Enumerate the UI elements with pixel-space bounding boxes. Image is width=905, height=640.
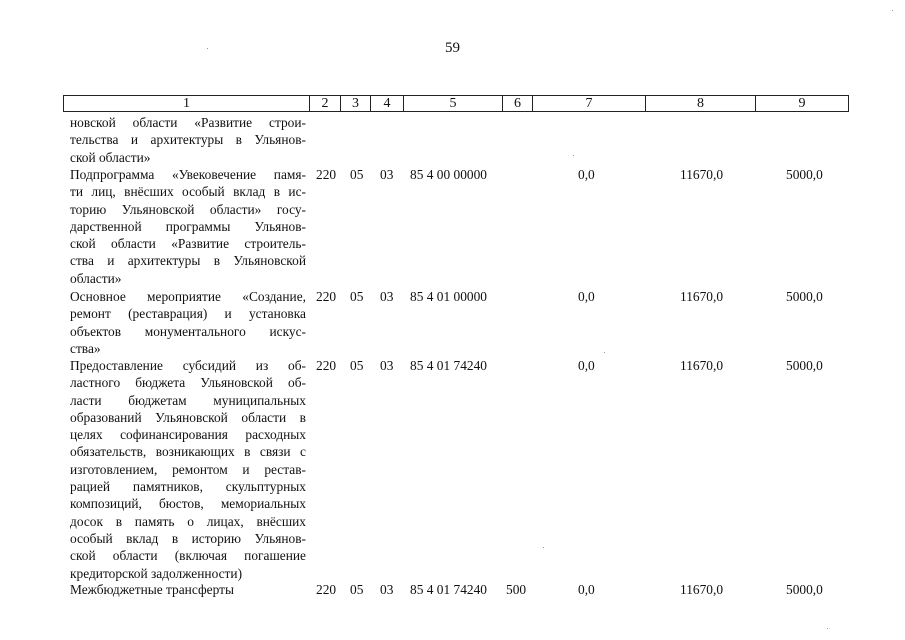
row-description: новской области «Развитие строи- тельства и архитектуры в Ульянов- ской области»	[70, 115, 306, 165]
header-col-6: 6	[503, 96, 533, 111]
cell-col-4: 03	[380, 358, 394, 373]
scan-speck	[604, 352, 605, 353]
scan-speck	[207, 48, 208, 49]
cell-col-2: 220	[316, 289, 337, 304]
scan-speck	[573, 155, 574, 156]
scan-speck	[892, 10, 893, 11]
cell-col-9: 5000,0	[786, 582, 823, 597]
cell-col-7: 0,0	[578, 582, 595, 597]
cell-col-7: 0,0	[578, 167, 595, 182]
cell-col-8: 11670,0	[680, 582, 724, 597]
cell-col-9: 5000,0	[786, 358, 823, 373]
cell-col-4: 03	[380, 582, 394, 597]
cell-col-3: 05	[350, 289, 364, 304]
cell-col-5: 85 4 01 74240	[410, 582, 487, 597]
header-col-5: 5	[404, 96, 503, 111]
cell-col-7: 0,0	[578, 289, 595, 304]
row-description: Предоставление субсидий из об- ластного бюджета Ульяновской об- ласти бюджетам муниципальных образований Ульяновской области в целях софинансирования расходных обязательств, возникающих в связи с изготовлением, ремонтом и рестав- рацией памятников, скульптурных композиций, бюстов, мемориальных досок в память о лицах, внёсших особый вклад в историю Ульянов- ской области (включая погашение кредиторской задолженности)	[70, 358, 306, 581]
cell-col-6: 500	[506, 582, 527, 597]
cell-col-9: 5000,0	[786, 167, 823, 182]
row-description: Подпрограмма «Увековечение памя- ти лиц, внёсших особый вклад в ис- торию Ульяновской области» госу- дарственной программы Ульянов- ской области «Развитие строитель- ства и архитектуры в Ульяновской области»	[70, 167, 306, 286]
cell-col-3: 05	[350, 167, 364, 182]
cell-col-3: 05	[350, 358, 364, 373]
header-col-9: 9	[798, 96, 806, 111]
table-header	[63, 95, 849, 112]
cell-col-5: 85 4 01 00000	[410, 289, 487, 304]
cell-col-4: 03	[380, 289, 394, 304]
cell-col-5: 85 4 01 74240	[410, 358, 487, 373]
cell-col-9: 5000,0	[786, 289, 823, 304]
row-description: Основное мероприятие «Создание, ремонт (реставрация) и установка объектов монументального искус- ства»	[70, 289, 306, 356]
cell-col-7: 0,0	[578, 358, 595, 373]
header-col-2: 2	[310, 96, 341, 111]
cell-col-2: 220	[316, 167, 337, 182]
header-col-3: 3	[341, 96, 371, 111]
row-description: Межбюджетные трансферты	[70, 582, 234, 597]
cell-col-2: 220	[316, 358, 337, 373]
cell-col-2: 220	[316, 582, 337, 597]
header-col-1: 1	[64, 96, 310, 111]
page-number: 59	[445, 40, 460, 56]
cell-col-8: 11670,0	[680, 358, 724, 373]
header-col-7: 7	[533, 96, 646, 111]
cell-col-4: 03	[380, 167, 394, 182]
header-col-8: 8	[646, 96, 756, 111]
cell-col-8: 11670,0	[680, 167, 724, 182]
scan-speck	[827, 628, 828, 629]
cell-col-5: 85 4 00 00000	[410, 167, 487, 182]
header-col-4: 4	[371, 96, 404, 111]
cell-col-8: 11670,0	[680, 289, 724, 304]
cell-col-3: 05	[350, 582, 364, 597]
scan-speck	[543, 547, 544, 548]
